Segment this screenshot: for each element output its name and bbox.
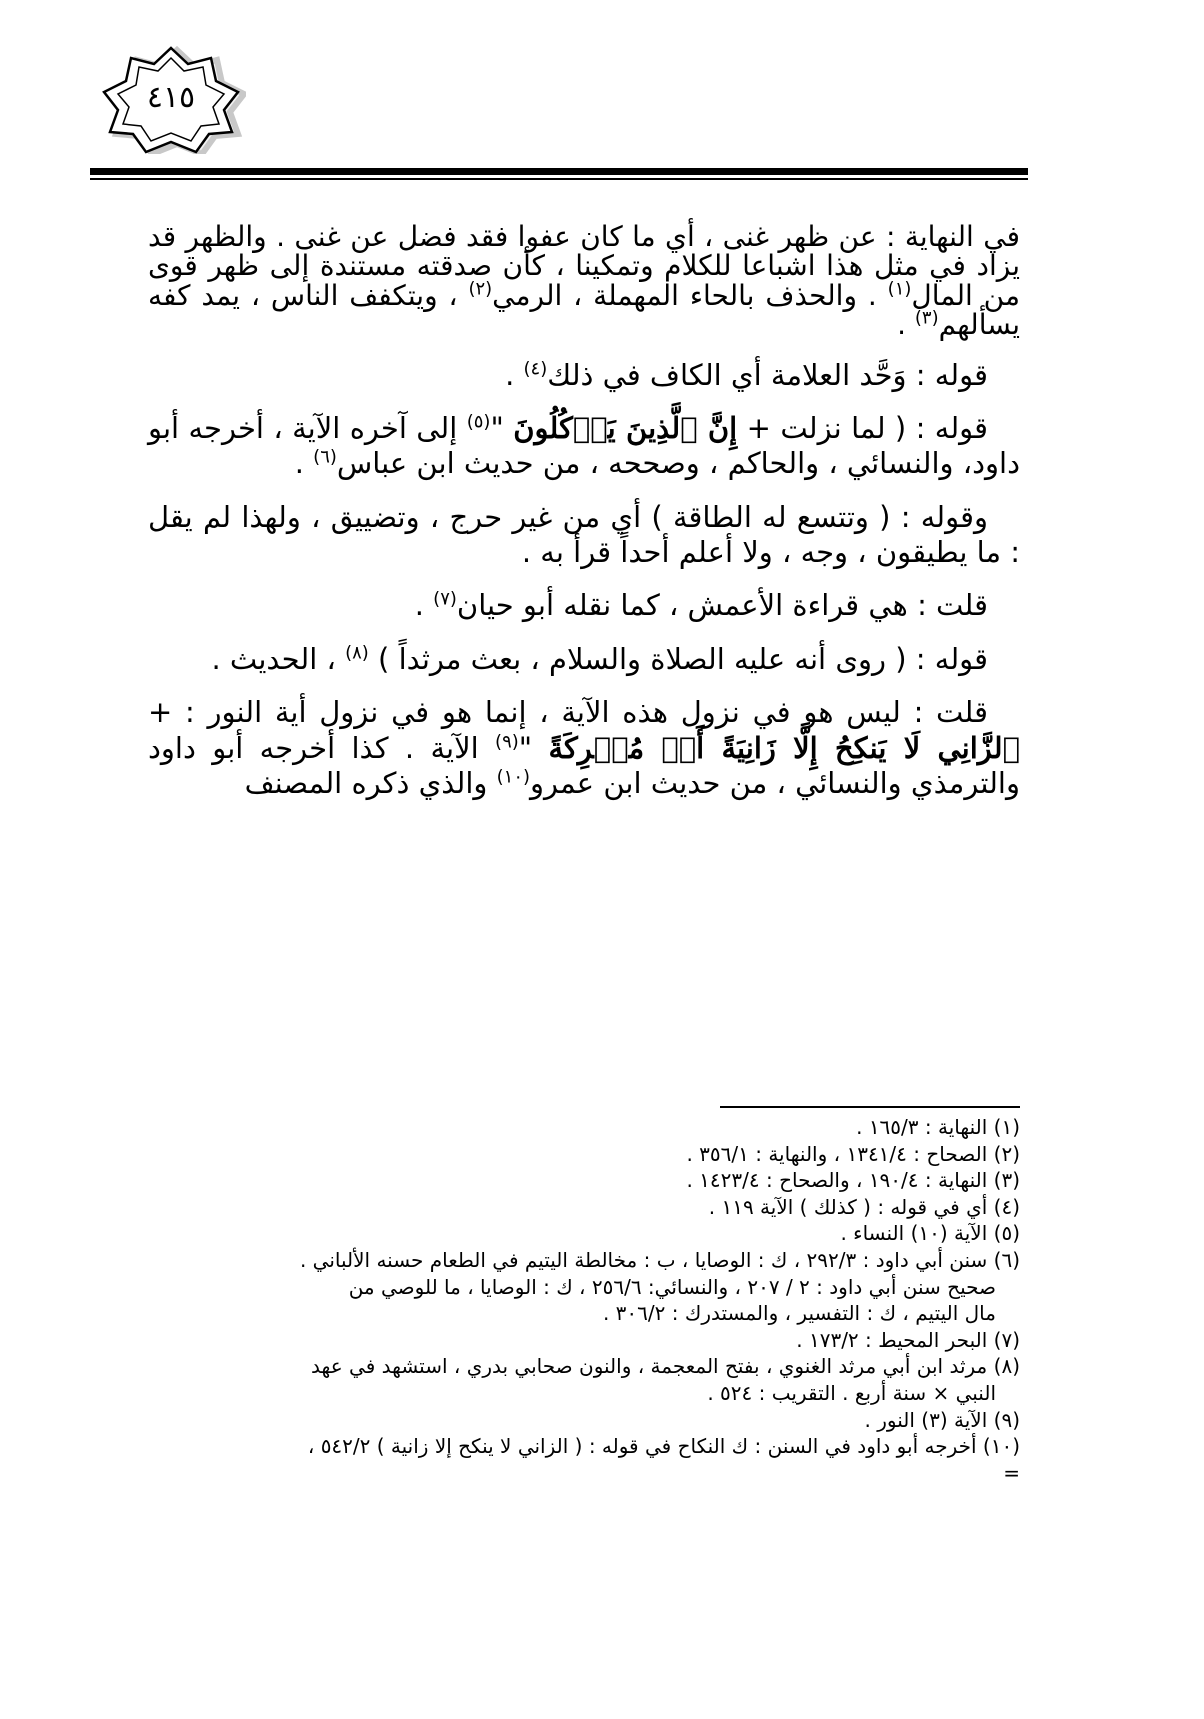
paragraph-6-end: ، الحديث .: [211, 641, 346, 676]
footnote-10: (١٠) أخرجه أبو داود في السنن : ك النكاح في قوله : ( الزاني لا ينكح إلا زانية ) ٥٤٢/٢ ،: [307, 1434, 1020, 1459]
footnote-6-continuation-2: مال اليتيم ، ك : التفسير ، والمستدرك : ٣٠٦/٢ .: [602, 1301, 996, 1326]
footnote-ref-9[interactable]: (٩): [495, 730, 519, 752]
paragraph-4: [148, 500, 1020, 571]
main-text: [148, 222, 1020, 819]
paragraph-3-text-c: إلى آخره الآية ، أخرجه أبو داود، والنسائي ، والحاكم ، وصححه ، من حديث ابن عباس: [148, 410, 1020, 481]
footnote-8: (٨) مرثد ابن أبي مرثد الغنوي ، بفتح المعجمة ، والنون صحابي بدري ، استشهد في عهد: [311, 1354, 1020, 1379]
footnote-9: (٩) الآية (٣) النور .: [864, 1407, 1020, 1432]
footnote-separator: [720, 1106, 1020, 1108]
footnote-6: (٦) سنن أبي داود : ٢٩٢/٣ ، ك : الوصايا ، ب : مخالطة اليتيم في الطعام حسنه الألباني .: [299, 1247, 1020, 1272]
paragraph-5: [148, 588, 1020, 623]
paragraph-7: [148, 695, 1020, 801]
footnote-ref-5[interactable]: (٥): [466, 411, 491, 433]
footnote-ref-7[interactable]: (٧): [433, 588, 457, 610]
paragraph-1: [148, 222, 1020, 340]
footnote-ref-2[interactable]: (٢): [468, 278, 493, 300]
paragraph-1-text-b: . والحذف بالحاء المهملة ، الرمي: [492, 278, 888, 312]
footnote-8-continuation: النبي × سنة أربع . التقريب : ٥٢٤ .: [707, 1380, 996, 1405]
quran-verse-1: إِنَّ ٱلَّذِينَ يَأۡكُلُونَ: [513, 410, 738, 445]
paragraph-4-text: وقوله : ( وتتسع له الطاقة ) أي من غير حرج ، وتضييق ، ولهذا لم يقل : ما يطيقون ، وجه ، ولا أعلم أحداً قرأ به .: [148, 499, 1020, 570]
quote-mark: ": [518, 730, 549, 765]
paragraph-5-text: قلت : هي قراءة الأعمش ، كما نقله أبو حيان: [456, 588, 988, 623]
footnote-ref-4[interactable]: (٤): [523, 357, 548, 379]
footnotes: [148, 1114, 1020, 1486]
footnote-ref-6[interactable]: (٦): [313, 446, 337, 468]
footnote-10-continuation: =: [1003, 1460, 1020, 1485]
paragraph-6-text: قوله : ( روى أنه عليه الصلاة والسلام ، بعث مرثداً ): [368, 641, 988, 676]
footnote-5: (٥) الآية (١٠) النساء .: [840, 1221, 1020, 1246]
footnote-1: (١) النهاية : ١٦٥/٣ .: [856, 1115, 1020, 1139]
quote-mark: ": [490, 410, 514, 445]
footnote-ref-8[interactable]: (٨): [345, 642, 369, 664]
footnote-7: (٧) البحر المحيط : ١٧٣/٢ .: [796, 1327, 1020, 1352]
footnote-ref-3[interactable]: (٣): [914, 307, 939, 329]
paragraph-2-text: قوله : وَحَّد العلامة أي الكاف في ذلك: [547, 357, 988, 392]
paragraph-7-text: قلت : ليس هو في نزول هذه الآية ، إنما هو في نزول أية النور : +: [148, 695, 988, 730]
paragraph-1-text-c: ، ويتكفف الناس ، يمد كفه يسألهم: [148, 278, 1020, 342]
paragraph-2-end: .: [505, 357, 524, 392]
footnote-ref-10[interactable]: (١٠): [496, 766, 531, 788]
footnote-3: (٣) النهاية : ١٩٠/٤ ، والصحاح : ١٤٢٣/٤ .: [686, 1168, 1020, 1193]
header-rule-thin: [90, 178, 1028, 180]
paragraph-3-text: قوله : ( لما نزلت +: [737, 410, 989, 445]
footnote-6-continuation-1: صحيح سنن أبي داود : ٢ / ٢٠٧ ، والنسائي: ٢٥٦/٦ ، ك : الوصايا ، ما للوصي من: [348, 1274, 996, 1299]
footnote-4: (٤) أي في قوله : ( كذلك ) الآية ١١٩ .: [708, 1194, 1020, 1219]
paragraph-2: [148, 358, 1020, 393]
footnote-2: (٢) الصحاح : ١٣٤١/٤ ، والنهاية : ٣٥٦/١ .: [686, 1141, 1020, 1166]
paragraph-3: [148, 411, 1020, 482]
paragraph-1-text: في النهاية : عن ظهر غنى ، أي ما كان عفوا فقد فضل عن غنى . والظهر قد يزاد في مثل هذا اشباعا للكلام وتمكينا ، كأن صدقته مستندة إلى ظهر قوى من المال: [148, 220, 1020, 312]
paragraph-3-end: .: [294, 446, 314, 481]
footnote-ref-1[interactable]: (١): [887, 278, 912, 300]
paragraph-7-text-d: والذي ذكره المصنف: [244, 765, 497, 800]
page-number: ٤١٥: [146, 80, 196, 115]
paragraph-5-end: .: [414, 588, 434, 623]
paragraph-1-end: .: [897, 308, 915, 342]
paragraph-6: [148, 642, 1020, 677]
quran-verse-2: ٱلزَّانِي لَا يَنكِحُ إِلَّا زَانِيَةً أَوۡ مُشۡرِكَةً: [548, 730, 1020, 765]
header-rule-thick: [90, 168, 1028, 175]
paragraph-7-text-c: الآية . كذا أخرجه أبو داود والترمذي والنسائي ، من حديث ابن عمرو: [148, 730, 1020, 800]
